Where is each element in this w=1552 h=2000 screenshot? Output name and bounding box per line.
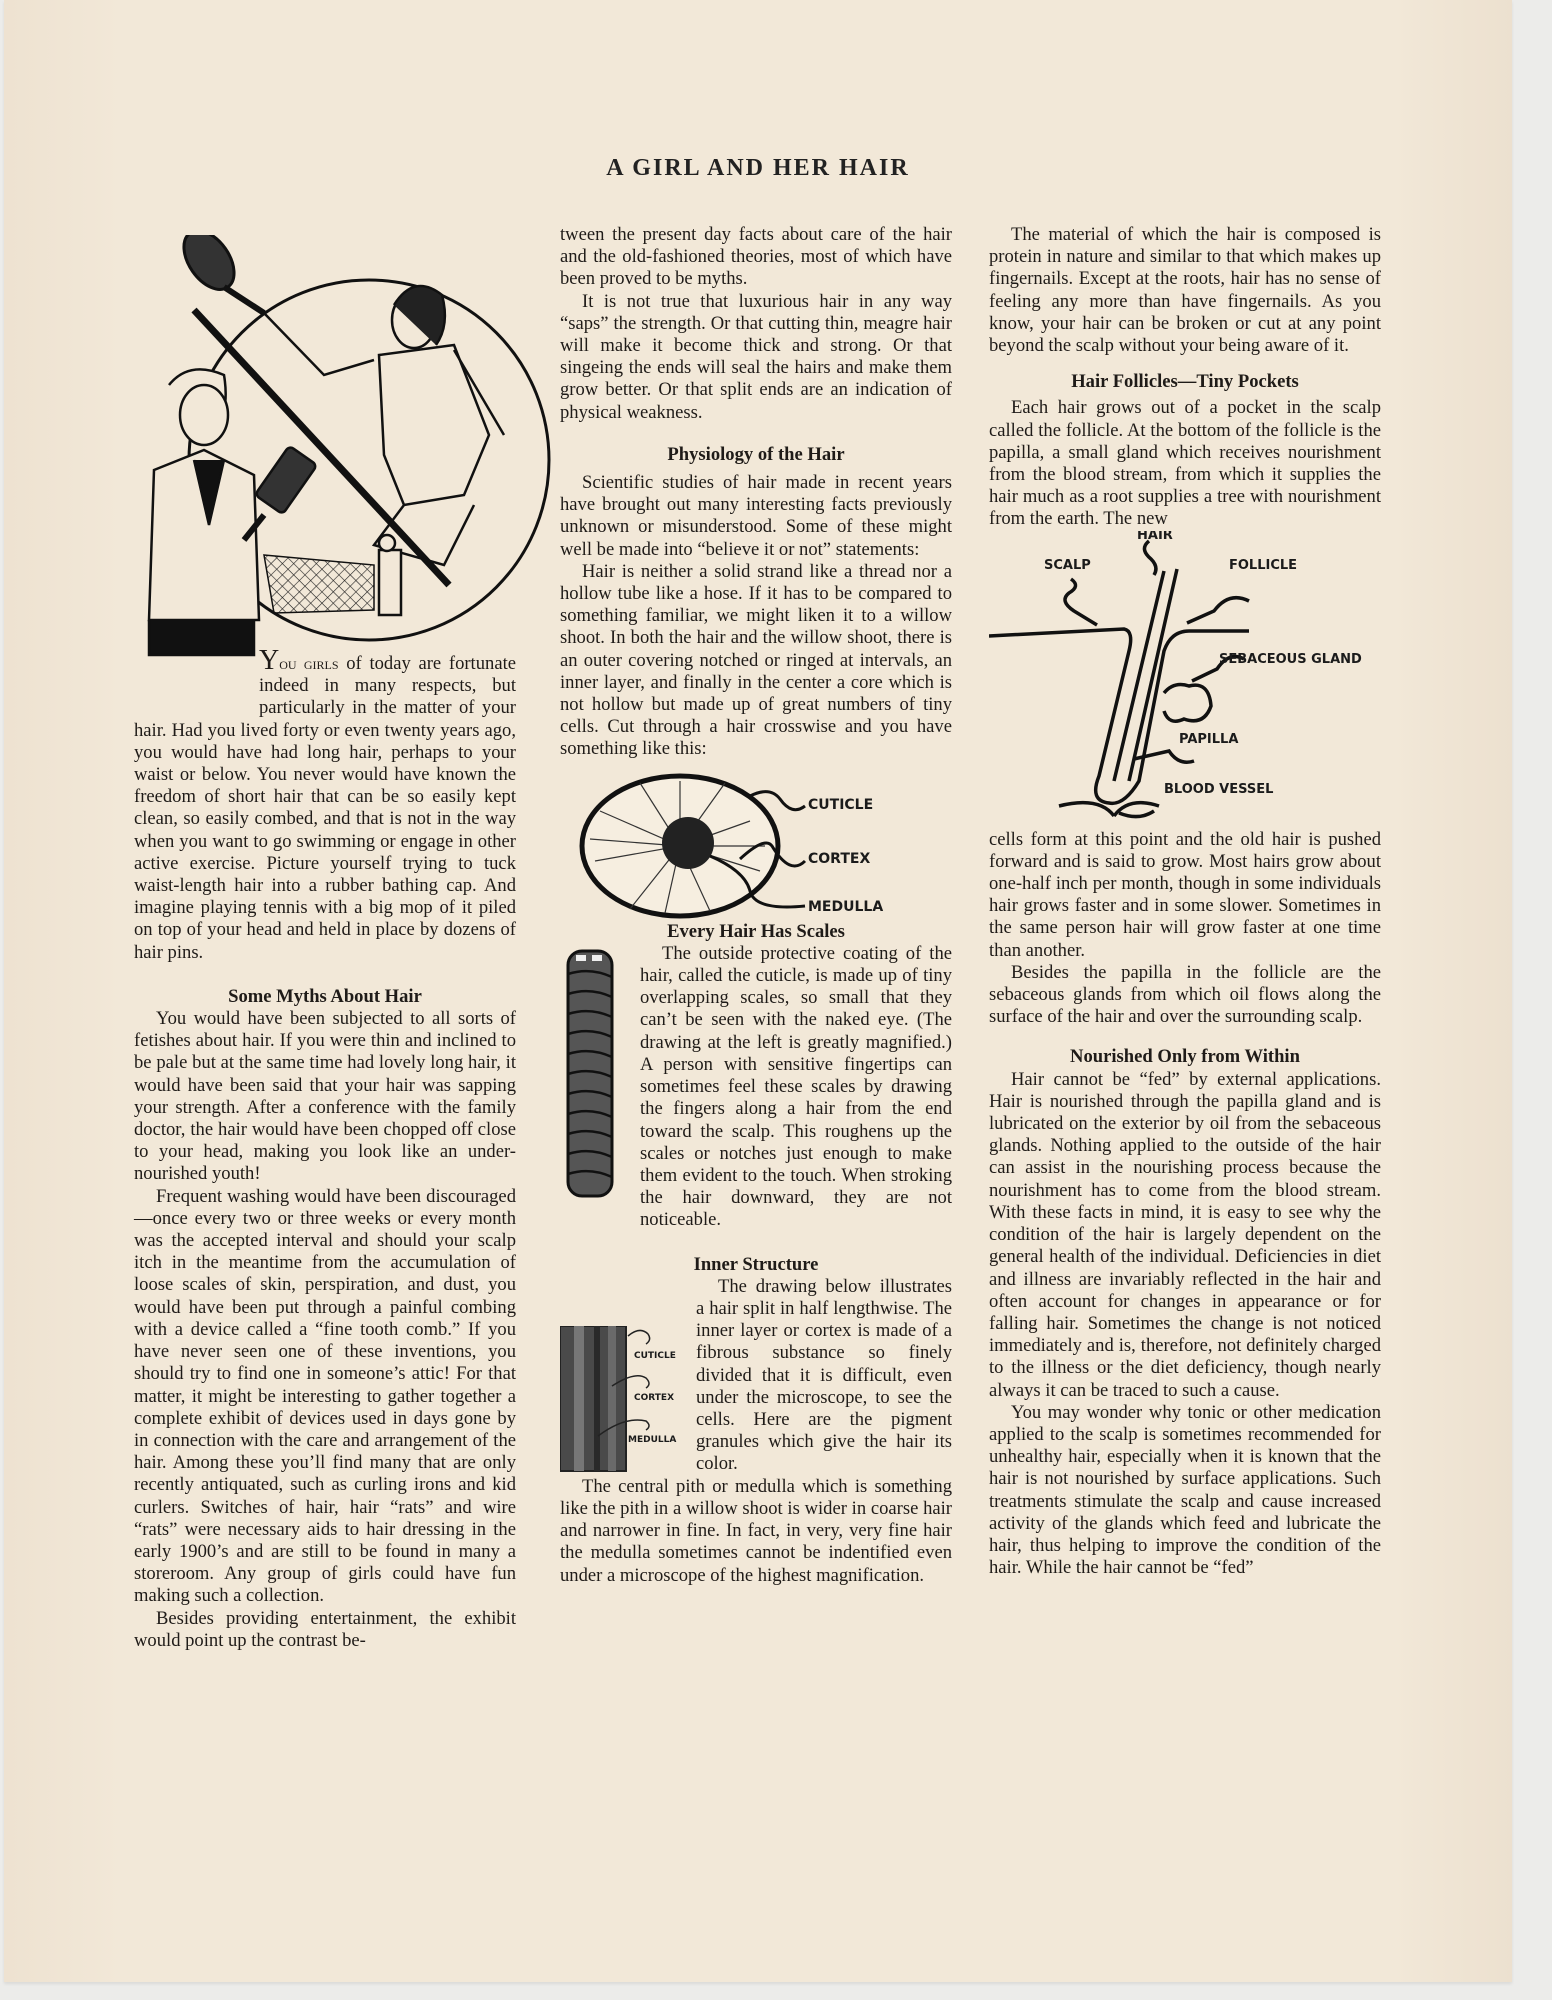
- intro-text: of today are fortunate indeed in many respects, but particularly in the matter of your hair. Had you lived forty or even twenty years ago, you would have had long hair, perhaps to your waist or below. You never would have known the freedom of short hair that can be so easily kept clean, so easily combed, and that is not in the way when you want to go swimming or engage in other active exercise. Picture yourself trying to tuck waist-length hair into a rubber bathing cap. And imagine playing tennis with a big mop of it piled on top of your head and held in place by dozens of hair pins.: [134, 653, 516, 963]
- not-true-paragraph: It is not true that luxurious hair in any way “saps” the strength. Or that cutting thin, meagre hair will make it become thick and strong. Or that singeing the ends will seal the hairs and make them grow better. Or that split ends are an indication of physical weakness.: [560, 290, 952, 423]
- nourished-paragraph-1: Hair cannot be “fed” by external applications. Hair is nourished through the papilla gland and is lubricated on the exterior by oil from the sebaceous glands. Nothing applied to the outside of the hair can assist in the nourishing process because the nourishment has to come from the blood stream. With these facts in mind, it is easy to see why the condition of the hair is largely dependent on the general health of the individual. Deficiencies in diet and illness are invariably reflected in the hair and often account for changes in appearance or for falling hair. Sometimes the change is not noticed immediately and is, therefore, not definitely charged to the illness or the diet deficiency, though nearly always it can be traced to such a cause.: [989, 1068, 1381, 1401]
- follicle-label-blood-vessel: BLOOD VESSEL: [1164, 781, 1274, 797]
- column-3: [989, 224, 1381, 1579]
- follicle-label-sebaceous-gland: SEBACEOUS GLAND: [1219, 651, 1362, 667]
- heading-nourished-only-from-within: Nourished Only from Within: [1070, 1046, 1300, 1068]
- intro-small-caps: ou girls: [279, 654, 339, 673]
- cross-label-cortex: CORTEX: [808, 850, 871, 867]
- physiology-paragraph-1: Scientific studies of hair made in recent years have brought out many interesting facts previously unknown or misunderstood. Some of these might well be made into “believe it or not” statements:: [560, 472, 952, 560]
- physiology-paragraph-2: Hair is neither a solid strand like a thread nor a hollow tube like a hose. If it has to be compared to something familiar, we might liken it to a willow shoot. In both the hair and the willow shoot, there is an outer covering notched or ringed at intervals, an inner layer, and finally in the center a core which is not hollow but made up of great numbers of tiny cells. Cut through a hair crosswise and you have something like this:: [560, 560, 952, 760]
- column-1: [134, 645, 516, 1652]
- split-label-cuticle: CUTICLE: [634, 1350, 676, 1361]
- nourished-paragraph-2: You may wonder why tonic or other medication applied to the scalp is sometimes recommended for unhealthy hair, especially when it is known that the hair is not nourished by surface applications. Such treatments stimulate the scalp and cause increased activity of the glands which feed and lubricate the hair, thus helping to improve the condition of the hair. While the hair cannot be “fed”: [989, 1401, 1381, 1579]
- heading-inner-structure: Inner Structure: [693, 1253, 819, 1275]
- illustration-wrap-space: [134, 650, 259, 716]
- tennis-net: [264, 535, 401, 615]
- follicle-paragraph-1b: cells form at this point and the old hair is pushed forward and is said to grow. Most hairs grow about one-half inch per month, though in some individuals hair grows faster and in some slower. Sometimes in the same person hair will grow faster at one time than another.: [989, 828, 1381, 961]
- split-label-cortex: CORTEX: [634, 1392, 675, 1403]
- split-label-medulla: MEDULLA: [628, 1434, 677, 1445]
- drop-cap: Y: [259, 645, 280, 676]
- hair-scales-illustration: [560, 949, 632, 1217]
- hair-cross-section-illustration: [560, 761, 952, 921]
- myths-paragraph-1: You would have been subjected to all sorts of fetishes about hair. If you were thin and inclined to be pale but at the same time had lovely long hair, it would have been said that your hair was sapping your strength. After a conference with the family doctor, the hair would have been chopped off close to your head, making you look like an under-nourished youth!: [134, 1008, 516, 1185]
- column-2: [560, 224, 952, 1587]
- cross-label-medulla: MEDULLA: [808, 898, 884, 915]
- myths-paragraph-3: Besides providing entertainment, the exhibit would point up the contrast be-: [134, 1607, 516, 1651]
- follicle-label-scalp: SCALP: [1044, 557, 1091, 573]
- heading-every-hair-has-scales: Every Hair Has Scales: [667, 920, 845, 942]
- split-hair-illustration: [560, 1326, 690, 1476]
- material-paragraph: The material of which the hair is composed is protein in nature and similar to that which makes up fingernails. Except at the roots, hair has no sense of feeling any more than have fingernails. As you know, your hair can be broken or cut at any point beyond the scalp without your being aware of it.: [989, 224, 1381, 357]
- inner-structure-paragraph-2: The central pith or medulla which is something like the pith in a willow shoot is wider in coarse hair and narrower in fine. In fact, in very, very fine hair the medulla sometimes cannot be indentified even under a microscope of the highest magnification.: [560, 1475, 952, 1586]
- follicle-diagram: [989, 531, 1381, 829]
- inner-structure-paragraph-1: The drawing below illustrates a hair split in half lengthwise. The inner layer or cortex is made of a fibrous substance so finely divided that it is difficult, even under the microscope, to see the cells. Here are the pigment granules which give the hair its color.: [696, 1275, 952, 1475]
- cross-label-cuticle: CUTICLE: [808, 796, 874, 813]
- heading-physiology: Physiology of the Hair: [667, 443, 845, 465]
- heading-hair-follicles: Hair Follicles—Tiny Pockets: [1071, 371, 1299, 393]
- follicle-paragraph-1a: Each hair grows out of a pocket in the scalp called the follicle. At the bottom of the follicle is the papilla, a small gland which receives nourishment from the blood stream, from which it supplies the hair much as a root supplies a tree with nourishment from the earth. The new: [989, 397, 1381, 530]
- document-page: [4, 0, 1512, 1982]
- myths-paragraph-2: Frequent washing would have been discouraged—once every two or three weeks or every month was the accepted interval and should your scalp itch in the meantime from the accumulation of loose scales of skin, perspiration, and dust, you would have been put through a painful combing with a device called a “fine tooth comb.” If you have never seen one of these inventions, you should try to find one in someone’s attic! For that matter, it might be interesting to gather together a complete exhibit of devices used in days gone by in connection with the care and arrangement of the hair. Among these you’ll find many that are only recently antiquated, such as curling irons and kid curlers. Switches of hair, hair “rats” and wire “rats” were necessary aids to hair dressing in the early 1900’s and are still to be found in many a storeroom. Any group of girls could have fun making such a collection.: [134, 1185, 516, 1607]
- tennis-racket-icon: [174, 235, 264, 313]
- tennis-illustration: [124, 235, 564, 665]
- follicle-label-follicle: FOLLICLE: [1229, 557, 1298, 573]
- heading-some-myths: Some Myths About Hair: [228, 985, 422, 1007]
- follicle-paragraph-2: Besides the papilla in the follicle are the sebaceous glands from which oil flows along the surface of the hair and over the surrounding scalp.: [989, 961, 1381, 1028]
- follicle-label-hair: HAIR: [1137, 530, 1173, 543]
- follicle-label-papilla: PAPILLA: [1179, 731, 1239, 747]
- scales-paragraph: The outside protective coating of the hair, called the cuticle, is made up of tiny overlapping scales, so small that they can’t be seen with the naked eye. (The drawing at the left is greatly magnified.) A person with sensitive fingertips can sometimes feel these scales by drawing the fingers along a hair from the end toward the scalp. This roughens up the scales or notches just enough to make them evident to the touch. When stroking the hair downward, they are not noticeable.: [640, 942, 952, 1231]
- page-title: A GIRL AND HER HAIR: [606, 155, 910, 181]
- continued-paragraph: tween the present day facts about care of the hair and the old-fashioned theories, most of which have been proved to be myths.: [560, 224, 952, 290]
